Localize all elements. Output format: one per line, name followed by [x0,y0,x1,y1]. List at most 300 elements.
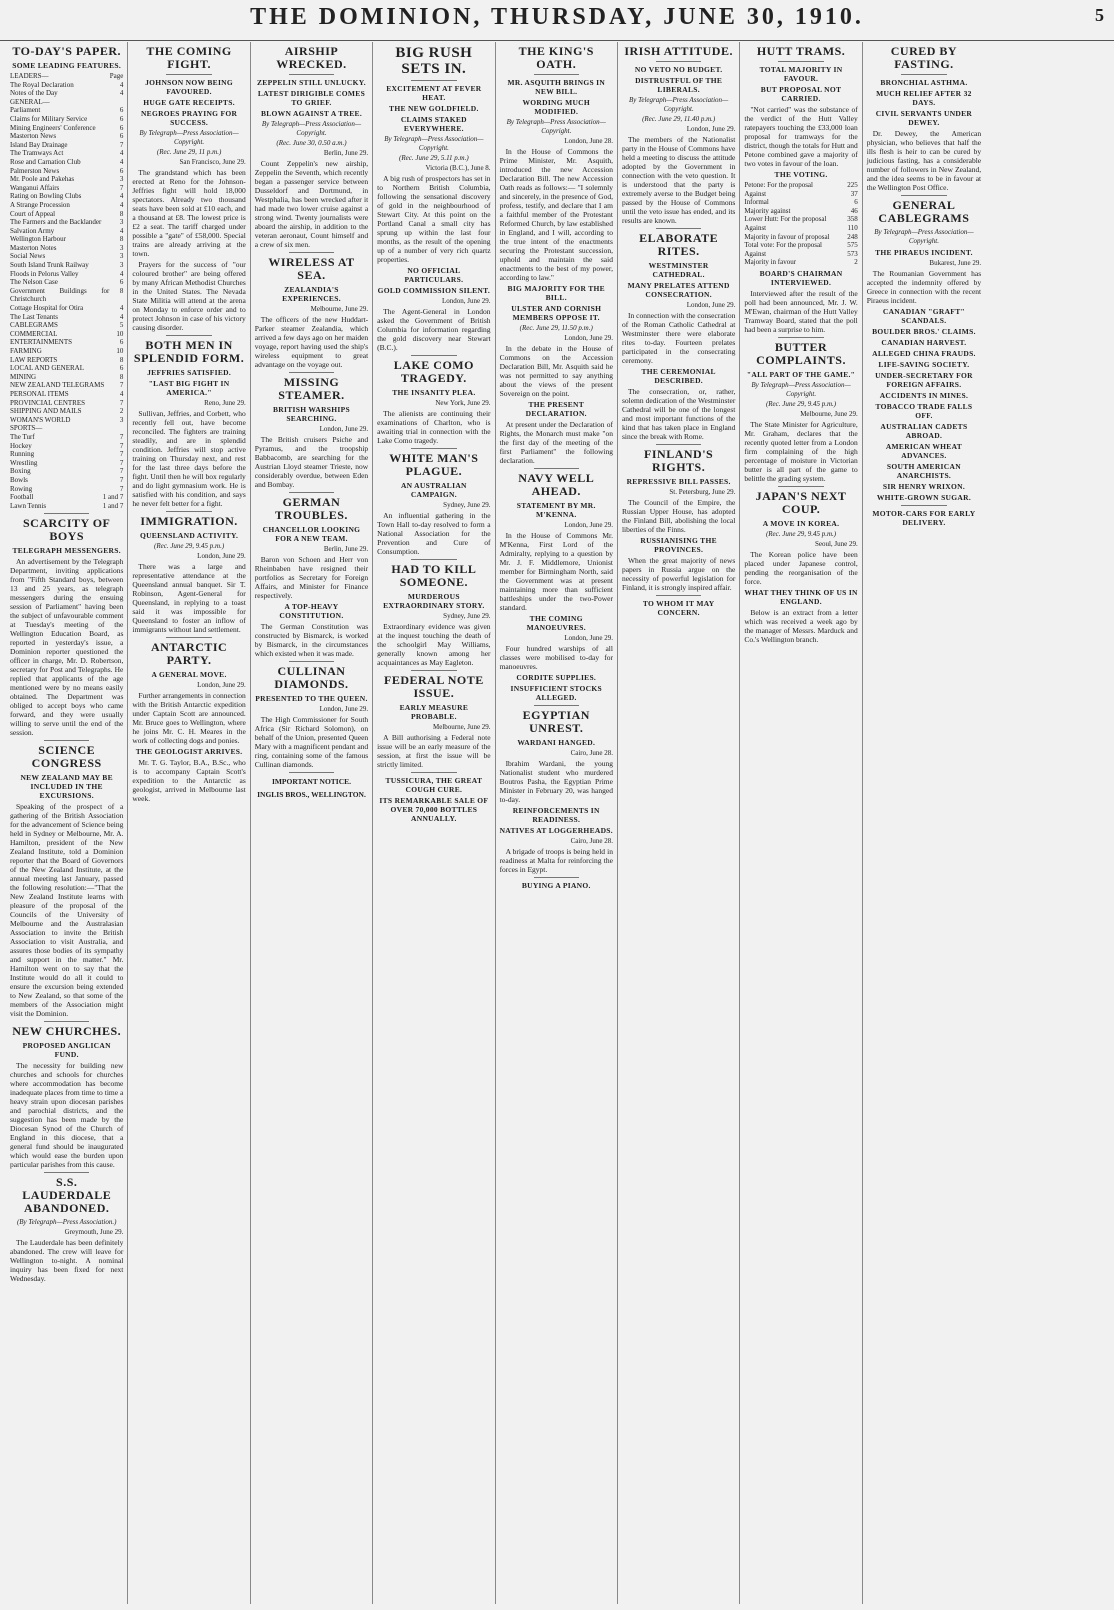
article-subheading: NO VETO NO BUDGET. [634,65,723,74]
vote-row-label: Total vote: For the proposal [744,241,823,250]
article-paragraph: The grandstand which has been erected at Reno for the Johnson-Jeffries fight will hold 18,000 spectators. Already two thousand seats have been sold at £10 each, and a thousand at £8. The lowest price is £2 a seat. The tariff charged under possible a "gate" of £58,000. Special trains are already arriving at the town. [132,168,246,258]
placeline: London, June 29. [197,681,246,689]
index-row [10,321,123,330]
advertisement-subheading: ITS REMARKABLE SALE OF OVER 70,000 BOTTLES ANNUALLY. [379,796,489,823]
article-subheading: EARLY MEASURE PROBABLE. [399,703,469,721]
index-row-label: The Royal Declaration [10,80,74,89]
index-row-label: Hockey [10,441,32,450]
voting-table [744,181,857,267]
placeline: Sydney, June 29. [443,612,491,620]
vote-row-label: Majority against [744,206,791,215]
article-subheading: THE PIRAEUS INCIDENT. [875,248,973,257]
article-heading: HAD TO KILL SOMEONE. [391,562,477,589]
article-subheading: GOLD COMMISSION SILENT. [377,286,491,295]
index-row [10,115,123,124]
divider [534,877,579,878]
advertisement-heading: BUYING A PIANO. [521,881,591,890]
index-row-label: GENERAL— [10,97,50,106]
placeline: Berlin, June 29. [323,545,369,553]
article-paragraph: In the debate in the House of Commons on the Accession Declaration Bill, Mr. Asquith said he was not permitted to say anything about the views of the present Sovereign on the point. [499,344,613,398]
placeline: London, June 29. [564,334,613,342]
article-subheading: STATEMENT BY MR. M'KENNA. [516,501,596,519]
index-row-value: 10 [116,347,124,355]
article-subheading: ACCIDENTS IN MINES. [879,391,969,400]
index-row [10,476,123,485]
index-row-label: Mining Engineers' Conference [10,123,96,132]
index-row-label: Court of Appeal [10,209,56,218]
article-heading: IMMIGRATION. [140,514,238,528]
index-row [10,270,123,279]
column-5 [496,42,618,1604]
article-paragraph: Sullivan, Jeffries, and Corbett, who recently fell out, have become reconciled. The fighters are training steadily, and are in splendid condition. Jeffries will stop active training on Thursday next, and rest for the last three days before the fight. Until then he will box regularly and do light gymnasium work. He is satisfied with his condition, and says he never felt better for a fight. [132,409,246,508]
index-row-label: Rowing [10,484,33,493]
placeline: Melbourne, June 29. [800,409,858,418]
divider [656,595,701,596]
column-3 [251,42,373,1604]
article-heading: MISSING STEAMER. [278,375,345,402]
placeline: Greymouth, June 29. [64,1228,124,1237]
article-subheading: WARDANI HANGED. [517,738,596,747]
article-subheading: TELEGRAPH MESSENGERS. [12,546,121,556]
divider [778,486,823,487]
index-row-value: 1 and 7 [102,501,124,510]
article-heading: ELABORATE RITES. [639,231,719,258]
divider [289,661,334,662]
vote-row-value: 225 [847,181,858,189]
divider [901,195,947,196]
divider [289,772,334,773]
vote-row [744,181,857,190]
index-row [10,201,123,210]
placeline: Victoria (B.C.), June 8. [425,164,491,172]
index-row [10,167,123,176]
divider [534,705,579,706]
divider [411,670,456,671]
article-heading: FINLAND'S RIGHTS. [644,447,714,474]
index-row [10,424,123,433]
vote-row-label: Majority in favour of proposal [744,232,830,241]
index-row-label: LEADERS— [10,72,49,80]
index-row [10,364,123,373]
divider [289,252,334,253]
page-number: 5 [1095,5,1104,25]
article-subheading: CANADIAN HARVEST. [881,338,967,347]
index-row [10,124,123,133]
article-subheading: BUT PROPOSAL NOT CARRIED. [760,85,842,103]
index-row-label: Claims for Military Service [10,114,88,123]
article-paragraph: The Korean police have been placed under Japanese control, pending the reorganisation of the force. [744,549,858,586]
article-subheading: ZEALANDIA'S EXPERIENCES. [282,285,341,303]
article-subheading: QUEENSLAND ACTIVITY. [139,531,239,540]
index-row [10,467,123,476]
divider [534,468,579,469]
column-8 [863,42,985,1604]
index-row-label: Rose and Carnation Club [10,157,81,166]
article-heading: THE COMING FIGHT. [146,44,232,71]
article-subheading: "LAST BIG FIGHT IN AMERICA." [148,379,230,397]
advertisement-heading: MOTOR-CARS FOR EARLY DELIVERY. [872,509,976,527]
article-subheading: RUSSIANISING THE PROVINCES. [640,536,717,554]
vote-row-label: Informal [744,198,769,207]
index-row-value: 4 [119,226,124,235]
vote-row-value: 110 [847,223,858,232]
placeline: London, June 29. [197,552,246,560]
index-row [10,330,123,339]
article-subheading: INSUFFICIENT STOCKS ALLEGED. [510,684,602,702]
index-row-label: The Farmers and the Backlander [10,218,102,227]
article-subheading: REPRESSIVE BILL PASSES. [626,477,731,486]
index-row-label: Bowls [10,475,28,484]
article-subheading: THE CEREMONIAL DESCRIBED. [641,367,716,385]
placeline: Cairo, June 28. [570,837,613,845]
index-row-value: 3 [119,415,124,424]
article-subheading: MURDEROUS EXTRAORDINARY STORY. [383,592,485,610]
article-subheading: TOBACCO TRADE FALLS OFF. [875,402,973,420]
article-subheading: AN AUSTRALIAN CAMPAIGN. [400,481,467,499]
vote-row-value: 573 [847,249,858,258]
article-subheading: UNDER-SECRETARY FOR FOREIGN AFFAIRS. [875,371,973,389]
article-subheading: REINFORCEMENTS IN READINESS. [512,806,600,824]
voting-heading: THE VOTING. [774,170,828,179]
divider [901,505,947,506]
index-row-value: 7 [119,140,124,149]
index-row [10,72,123,81]
article-subheading: EXCITEMENT AT FEVER HEAT. [386,84,482,102]
index-row-value: 4 [119,89,124,98]
article-subheading: THE GEOLOGIST ARRIVES. [135,747,243,756]
advertisement-heading: TO WHOM IT MAY CONCERN. [642,599,715,617]
vote-row [744,250,857,259]
vote-row [744,258,857,267]
index-row-label: PROVINCIAL CENTRES [10,398,85,407]
masthead [0,0,1114,41]
index-row-label: MINING [10,372,37,381]
index-row-value: 7 [119,467,124,476]
article-paragraph: Speaking of the prospect of a gathering of the British Association for the advancement of Science being held in Sydney or Melbourne, Mr. A. Hamilton, president of the New Zealand Institute, told a Dominion reporter that the Board of Governors of the New Zealand Institute, at the annual meeting last January, passed the following resolution:—"That the New Zealand Institute learns with pleasure of the proposal of the Councils of the University of Melbourne and the Australasian Association to invite the British Association to visit Australia, and assures those bodies of its sympathy and support in the matter." Mr. Hamilton went on to say that the Institute would do all it could to ensure the excursion being extended to New Zealand, so that some of the members of the Association might visit the Dominion. [10,802,124,1019]
dateline: By Telegraph—Press Association—Copyright. [874,228,974,245]
index-row-label: Rating on Bowling Clubs [10,192,82,201]
advertisement-heading: TUSSICURA, THE GREAT COUGH CURE. [385,776,483,794]
article-heading: SCIENCE CONGRESS [31,743,102,771]
vote-row-value: 358 [847,215,858,224]
received-date: (Rec. June 29, 11.50 p.m.) [519,324,593,332]
index-row [10,493,123,502]
divider [44,1172,89,1173]
article-heading: FEDERAL NOTE ISSUE. [384,673,484,700]
received-date: (Rec. June 29, 9.45 p.m.) [765,529,837,538]
index-row-label: SPORTS— [10,424,43,433]
index-row-value: 7 [119,484,124,493]
divider [656,444,701,445]
index-row [10,381,123,390]
index-row [10,192,123,201]
columns [6,42,1108,1604]
dateline: (By Telegraph—Press Association.) [16,1218,117,1227]
divider [289,372,334,373]
article-subheading: ALLEGED CHINA FRAUDS. [872,349,976,358]
article-heading: NEW CHURCHES. [12,1024,122,1039]
index-row [10,81,123,90]
article-subheading: NATIVES AT LOGGERHEADS. [499,826,613,835]
article-paragraph: The members of the Nationalist party in the House of Commons have held a meeting to discuss the attitude adopted by the Government in connection with the veto question. It is understood that the party is extremely averse to the Budget being passed by the House of Commons until the veto issue has ended, and its results are known. [621,135,736,225]
divider [166,74,211,75]
divider [778,61,823,62]
index-row-label: ENTERTAINMENTS [10,338,73,347]
article-subheading: AUSTRALIAN CADETS ABROAD. [880,422,968,440]
divider [44,1021,89,1022]
index-row [10,89,123,98]
article-subheading: LIFE-SAVING SOCIETY. [878,360,970,369]
article-paragraph: When the great majority of news papers in Russia argue on the necessity of powerful legislation for Finland, it is strongly inspired affair. [621,556,736,592]
index-row-label: SHIPPING AND MAILS [10,407,82,416]
article-paragraph: Interviewed after the result of the poll had been announced, Mr. J. W. M'Ewan, chairman of the Hutt Valley Tramway Board, stated that the poll had been a surprise to him. [744,288,858,334]
article-heading: SCARCITY OF BOYS [22,516,111,544]
article-paragraph: At present under the Declaration of Rights, the Monarch must make "on the first day of the meeting of the first Parliament" the following declaration. [499,420,613,465]
index-row [10,347,123,356]
dateline: By Telegraph—Press Association—Copyright. [506,118,606,135]
index-row-label: Parliament [10,106,41,115]
index-row-value: 7 [119,450,124,459]
index-row [10,210,123,219]
article-subheading: ZEPPELIN STILL UNLUCKY. [257,78,366,87]
divider [534,74,579,75]
index-row-value: 7 [119,183,124,192]
vote-row-label: Majority in favour [744,258,797,267]
divider [289,74,334,75]
article-subheading: SOUTH AMERICAN ANARCHISTS. [886,462,961,480]
index-row [10,356,123,365]
article-subheading: ULSTER AND CORNISH MEMBERS OPPOSE IT. [511,304,602,322]
article-heading: LAKE COMO TRAGEDY. [393,358,474,385]
article-paragraph: The Agent-General in London asked the Government of British Columbia for information regarding the gold discovery near Stewart (B.C.). [377,307,491,352]
divider [166,511,211,512]
article-subheading: DISTRUSTFUL OF THE LIBERALS. [635,76,723,94]
divider [166,335,211,336]
placeline: Reno, June 29. [204,399,246,407]
article-heading: WIRELESS AT SEA. [268,255,355,282]
article-heading: CURED BY FASTING. [890,44,958,71]
divider [778,337,823,338]
article-paragraph: The consecration, or, rather, solemn dedication of the Westminster Cathedral will be one of the longest and most important functions of the kind that has taken place in England since the break with Rome. [621,387,736,441]
article-heading: HUTT TRAMS. [756,44,846,58]
index-row-value: 6 [119,132,124,141]
index-row [10,304,123,313]
index-row-label: FARMING [10,347,42,355]
article-subheading: JOHNSON NOW BEING FAVOURED. [145,78,234,96]
index-row [10,407,123,416]
article-paragraph: The British cruisers Psiche and Pyramus, and the troopship Babbacomb, are searching for the Austrian Lloyd steamer Trieste, now considerably overdue, between Eden and Bombay. [254,435,369,489]
article-subheading: NEW ZEALAND MAY BE INCLUDED IN THE EXCURSIONS. [20,773,113,801]
placeline: London, June 29. [686,301,736,309]
index-row-label: Mr. Poole and Pakehas [10,175,75,184]
article-paragraph: Four hundred warships of all classes were mobilised to-day for manoeuvres. [499,644,613,671]
index-row-value [109,98,123,107]
divider [411,448,456,449]
index-row-value: 7 [119,458,124,467]
index-row-value: 6 [119,166,124,175]
dateline: By Telegraph—Press Association—Copyright. [628,96,729,113]
placeline: Melbourne, June 29. [310,305,369,313]
article-heading: GERMAN TROUBLES. [275,495,348,522]
index-row [10,373,123,382]
article-subheading: PROPOSED ANGLICAN FUND. [22,1041,111,1060]
article-subheading: SIR HENRY WRIXON. [882,482,965,491]
index-row-label: COMMERCIAL [10,329,58,338]
article-heading: BUTTER COMPLAINTS. [756,339,846,367]
index-row-value: 4 [119,269,124,278]
article-subheading: PRESENTED TO THE QUEEN. [255,694,368,703]
vote-row [744,207,857,216]
index-row-value: 4 [119,80,124,89]
index-row-value: 7 [119,432,124,441]
article-heading: BOTH MEN IN SPLENDID FORM. [133,338,245,365]
index-row [10,442,123,451]
index-row-label: Wrestling [10,458,38,467]
column-1 [6,42,128,1604]
article-paragraph: The officers of the new Huddart-Parker steamer Zealandia, which arrived a few days ago on her maiden voyage, report having used the ship's wireless equipment to great advantage on the voyage out. [254,315,369,369]
article-subheading: BOULDER BROS.' CLAIMS. [872,327,976,336]
index-row [10,98,123,107]
vote-row [744,215,857,224]
index-row-value: 7 [119,381,124,390]
article-subheading: CORDITE SUPPLIES. [516,673,597,682]
index-row-value [109,424,123,433]
dateline: By Telegraph—Press Association—Copyright. [139,129,239,146]
index-row-value: 6 [119,278,124,287]
article-paragraph: The alienists are continuing their examinations of Charlton, who is awaiting trial in connection with the Lake Como tragedy. [377,409,491,445]
article-subheading: "ALL PART OF THE GAME." [746,369,856,379]
dateline: By Telegraph—Press Association—Copyright. [261,120,362,137]
placeline: Seoul, June 29. [814,539,858,548]
index-row [10,313,123,322]
article-subheading: A GENERAL MOVE. [151,670,227,679]
article-paragraph: The necessity for building new churches and schools for churches where accommodation has become inadequate places from time to time a heavy strain upon diocesan parishes and parochial districts, and the suggestion has been made by the Diocesan Synod of the Church of England in this diocese, that a general fund should be inaugurated which would ease the burden upon particular parishes from this cause. [10,1061,124,1170]
divider [166,637,211,638]
index-row-value: 8 [119,372,124,381]
index-row-value: 3 [119,243,124,252]
index-row-value: 4 [119,192,124,201]
divider [289,492,334,493]
article-subheading: BRONCHIAL ASTHMA. [880,78,968,87]
index-row-label: LOCAL AND GENERAL [10,364,85,373]
vote-row-value: 6 [854,198,858,207]
index-row [10,287,123,304]
column-7 [740,42,862,1604]
index-row-value: 2 [119,407,124,416]
index-row [10,175,123,184]
index-row-label: The Last Tenants [10,312,58,321]
received-date: (Rec. June 29, 11.40 p.m.) [642,115,716,123]
article-subheading: MANY PRELATES ATTEND CONSECRATION. [627,281,730,299]
article-subheading: WESTMINSTER CATHEDRAL. [648,261,709,279]
index-row [10,433,123,442]
index-row [10,235,123,244]
index-row-value: 3 [119,261,124,270]
index-row-value: 4 [119,389,124,398]
article-heading: BIG RUSH SETS IN. [395,45,473,77]
article-subheading: NEGROES PRAYING FOR SUCCESS. [140,109,238,127]
column-6 [618,42,740,1604]
article-subheading: WHAT THEY THINK OF US IN ENGLAND. [744,587,858,606]
article-paragraph: A brigade of troops is being held in readiness at Malta for reinforcing the forces in Egypt. [499,847,613,874]
placeline: Sydney, June 29. [443,501,491,509]
index-row-value: 3 [119,252,124,261]
vote-row [744,224,857,233]
index-row-value: 4 [119,200,124,209]
placeline: New York, June 29. [435,399,491,407]
index-row [10,227,123,236]
index-row-value: 4 [119,149,124,158]
index-row-value: 8 [119,209,124,218]
placeline: Melbourne, June 29. [433,723,491,731]
received-date: (Rec. June 29, 5.11 p.m.) [399,154,469,162]
article-subheading: NO OFFICIAL PARTICULARS. [404,266,464,284]
article-subheading: AMERICAN WHEAT ADVANCES. [885,442,963,460]
index-row-label: Lawn Tennis [10,501,47,510]
index-row-label: Wanganui Affairs [10,183,60,192]
section-heading: TO-DAY'S PAPER. [12,44,122,58]
index-row-value: 7 [119,398,124,407]
index-row-value: 4 [119,312,124,321]
article-heading: GENERAL CABLEGRAMS [878,198,970,225]
index-row [10,141,123,150]
index-row [10,132,123,141]
article-subheading: JEFFRIES SATISFIED. [147,368,232,377]
article-paragraph: In connection with the consecration of the Roman Catholic Cathedral at Westminster there were elaborate rites to-day. Fourteen prelates participated in the consecrating ceremony. [621,311,736,365]
index-row-value: 5 [119,321,124,330]
article-subheading: CHANCELLOR LOOKING FOR A NEW TEAM. [262,525,361,543]
article-paragraph: There was a large and representative attendance at the Queensland annual banquet. Sir T. Robinson, Agent-General for Queensland, in replying to a toast said it was impossible for Queensland to foster an inflow of immigrants without land settlement. [132,562,246,634]
index-row-value: 8 [119,235,124,244]
index-row-label: Cottage Hospital for Otira [10,304,84,313]
article-subheading: A MOVE IN KOREA. [762,518,840,528]
article-subheading: CLAIMS STAKED EVERYWHERE. [400,115,467,133]
divider [656,228,701,229]
vote-row-value: 575 [847,241,858,250]
contents-index [10,72,123,510]
index-row-value: 6 [119,123,124,132]
article-subheading: THE INSANITY PLEA. [392,388,476,397]
article-paragraph: The High Commissioner for South Africa (Sir Richard Solomon), on behalf of the Union, presented Queen Mary with a magnificent pendant and ring, containing some of the famous Cullinan diamonds. [254,715,369,769]
article-heading: THE KING'S OATH. [518,44,594,71]
index-row-value: 7 [119,441,124,450]
index-row-value: 4 [119,304,124,313]
article-paragraph: An influential gathering in the Town Hall to-day resolved to form a National Association for the Prevention and Cure of Consumption. [377,511,491,556]
index-row-value: Page [109,72,124,80]
article-paragraph: In the House of Commons Mr. M'Kenna, First Lord of the Admiralty, replying to a question by Mr. J. F. Middlemore, Unionist member for Birmingham North, said the Government was at present maintaining more than sufficient battleships under the two-Power standard. [499,531,613,612]
article-paragraph: In the House of Commons the Prime Minister, Mr. Asquith, introduced the new Accession Declaration Bill. The new Accession Oath reads as follows:— "I solemnly and sincerely, in the presence of God, profess, testify, and declare that I am a faithful member of the Protestant Reformed Church, by law established in England, and I will, according to the true intent of the enactments securing the Protestant succession, uphold and maintain the said enactments to the best of my power, according to law." [499,147,613,282]
article-subheading: BRITISH WARSHIPS SEARCHING. [272,405,350,423]
placeline: San Francisco, June 29. [179,158,246,166]
vote-row-label: Against [744,249,767,258]
index-row-label: NEW ZEALAND TELEGRAMS [10,381,105,390]
index-row [10,184,123,193]
article-paragraph: Extraordinary evidence was given at the inquest touching the death of the schoolgirl May Williams, generally known among her acquaintances as May Eagleton. [377,622,491,667]
index-row-value: 1 and 7 [102,493,124,502]
article-heading: CULLINAN DIAMONDS. [274,664,349,691]
article-subheading: THE NEW GOLDFIELD. [389,104,479,113]
index-row-value: 6 [119,114,124,123]
vote-row [744,198,857,207]
placeline: London, June 28. [564,137,613,145]
placeline: London, June 29. [319,425,369,433]
index-row-value: 7 [119,475,124,484]
article-paragraph: Dr. Dewey, the American physician, who believes that half the ills flesh is heir to can be cured by judicious fasting, has a considerable number of followers in New Zealand, and the idea seems to be in favour at the Wellington Post Office. [866,129,982,192]
article-subheading: THE COMING MANOEUVRES. [526,614,586,632]
index-row-label: WOMAN'S WORLD [10,415,71,424]
advertisement-heading: IMPORTANT NOTICE. [271,777,351,786]
index-row-label: Wellington Harbour [10,235,67,244]
